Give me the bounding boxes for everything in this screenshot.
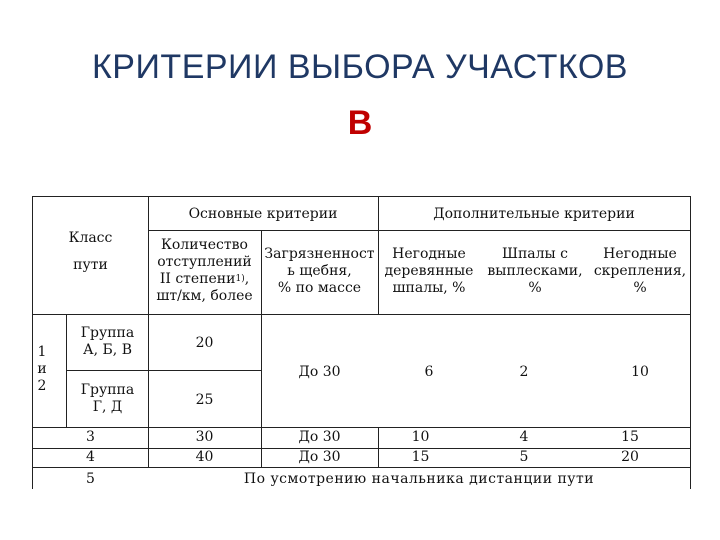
header-bottom-line: [32, 314, 691, 315]
class-header: [33, 230, 148, 274]
row5-class: 5: [86, 471, 95, 487]
col-deviations-line2: отступлений: [157, 254, 252, 270]
row4-splashes: 5: [519, 449, 529, 465]
col-wooden-line2: деревянные: [384, 263, 474, 279]
col-deviations-line3: II степени$^{1)}$,: [159, 271, 250, 287]
slide-title-continuation: В: [347, 104, 373, 142]
class12-contamination: До 30: [298, 364, 341, 380]
col-fastenings-line2: скрепления,: [593, 263, 687, 279]
row4-wooden: 15: [411, 449, 430, 465]
group-gd-line1: Группа: [80, 382, 135, 398]
col-sleepers-splashes-header: [480, 246, 590, 297]
row4-fastenings: 20: [621, 449, 639, 465]
col-contamination-header: [261, 246, 378, 297]
class12-n1: 1: [37, 344, 47, 360]
col-deviations-line1: Количество: [161, 237, 248, 253]
group-abv-line2: А, Б, В: [83, 342, 132, 358]
row4-bottom-line: [32, 467, 691, 468]
row4-deviations: 40: [195, 449, 214, 465]
class12-wooden: 6: [424, 364, 434, 380]
row3-fastenings: 15: [621, 429, 639, 445]
group-gd-label: [67, 382, 148, 416]
group-abv-deviations: 20: [195, 335, 214, 351]
col-wooden-line3: шпалы, %: [392, 280, 466, 296]
class12-n2: и: [37, 361, 47, 377]
group-divider-line: [66, 370, 261, 371]
header-divider-criteria: [148, 230, 690, 231]
row3-contamination: До 30: [298, 429, 341, 445]
row3-wooden: 10: [411, 429, 430, 445]
col-contamination-line1: Загрязненност: [264, 246, 375, 262]
slide-title: КРИТЕРИИ ВЫБОРА УЧАСТКОВ: [92, 48, 628, 86]
class12-bottom-line: [32, 427, 691, 428]
group-gd-deviations: 25: [195, 392, 214, 408]
row3-splashes: 4: [519, 429, 529, 445]
row3-deviations: 30: [195, 429, 214, 445]
col-fastenings-header: [590, 246, 690, 297]
group-abv-label: [67, 325, 148, 359]
col-splashes-line2: выплесками,: [487, 263, 583, 279]
class-header-line1: Класс: [68, 230, 113, 246]
row4-contamination: До 30: [298, 449, 341, 465]
col-fastenings-line1: Негодные: [603, 246, 677, 262]
table-border-top: [32, 196, 691, 197]
col-fastenings-line3: %: [633, 280, 647, 296]
col-contamination-line3: % по массе: [277, 280, 362, 296]
group-gd-line2: Г, Д: [92, 399, 123, 415]
row3-class: 3: [86, 429, 95, 445]
class12-splashes: 2: [519, 364, 529, 380]
col-contamination-line2: ь щебня,: [287, 263, 352, 279]
row4-class: 4: [86, 449, 95, 465]
col-wooden-line1: Негодные: [392, 246, 466, 262]
col-deviations-line4: шт/км, более: [156, 288, 253, 304]
row5-note: По усмотрению начальника дистанции пути: [243, 471, 595, 487]
col-deviations-header: [148, 237, 261, 305]
col-splashes-line3: %: [528, 280, 542, 296]
table-border-right: [690, 196, 691, 489]
class12-label: [33, 344, 51, 395]
col-splashes-line1: Шпалы с: [502, 246, 568, 262]
class12-fastenings: 10: [631, 364, 649, 380]
col-wooden-sleepers-header: [378, 246, 480, 297]
class-header-line2: пути: [73, 257, 108, 273]
additional-criteria-header: Дополнительные критерии: [433, 206, 635, 222]
main-criteria-header: Основные критерии: [188, 206, 338, 222]
class12-n3: 2: [37, 378, 47, 394]
group-abv-line1: Группа: [80, 325, 135, 341]
